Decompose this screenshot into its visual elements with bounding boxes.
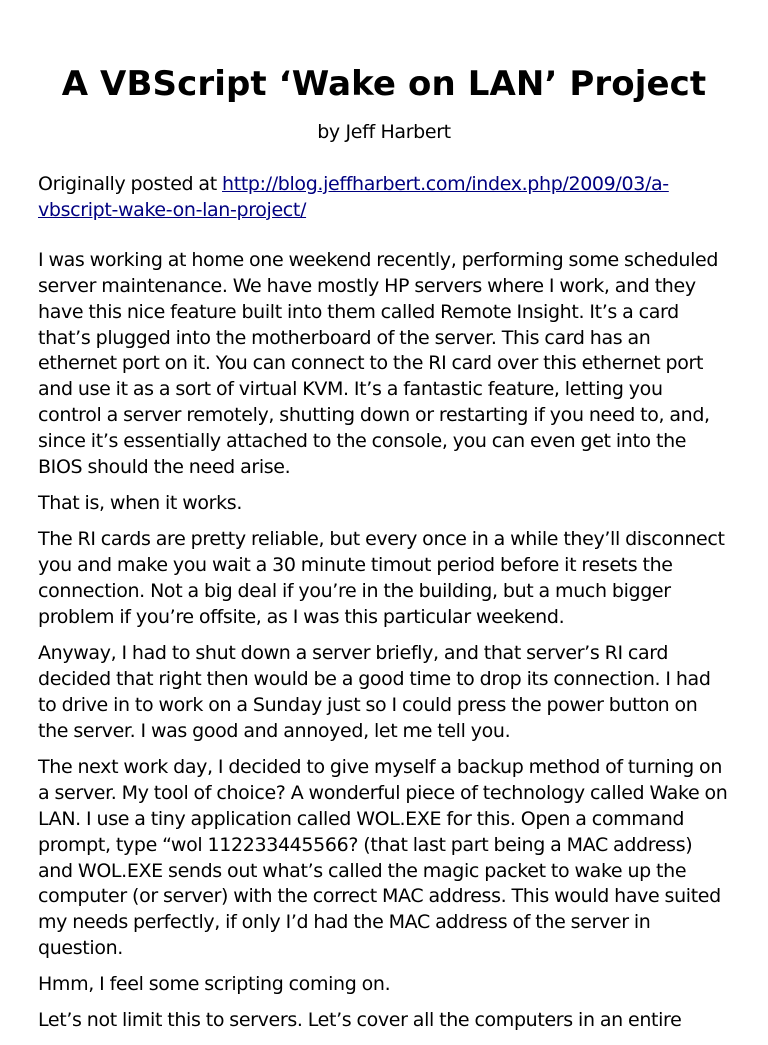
page-title: A VBScript ‘Wake on LAN’ Project	[61, 64, 707, 104]
byline: by Jeff Harbert	[317, 121, 451, 143]
paragraph: Let’s not limit this to servers. Let’s cover all the computers in an entire	[38, 1009, 682, 1032]
paragraph: I was working at home one weekend recently, performing some scheduled server maintenance. We have mostly HP servers where I work, and they have this nice feature built into them called Remote Insight. It’s a card that’s plugged into the motherboard of the server. This card has an ethernet port on it. You can connect to the RI card over this ethernet port and use it as a sort of virtual KVM. It’s a fantastic feature, letting you control a server remotely, shutting down or restarting if you need to, and, since it’s essentially attached to the console, you can even get into the BIOS should the need arise.	[38, 248, 719, 479]
origin-link[interactable]: http://blog.jeffharbert.com/index.php/2009/03/a-vbscript-wake-on-lan-project/	[38, 173, 669, 221]
paragraph: That is, when it works.	[38, 492, 243, 515]
paragraph: The next work day, I decided to give myself a backup method of turning on a server. My tool of choice? A wonderful piece of technology called Wake on LAN. I use a tiny application called WOL.EXE for this. Open a command prompt, type “wol 112233445566? (that last part being a MAC address) and WOL.EXE sends out what’s called the magic packet to wake up the computer (or server) with the correct MAC address. This would have suited my needs perfectly, if only I’d had the MAC address of the server in question.	[38, 755, 728, 960]
article-body	[38, 248, 730, 1035]
paragraph: Hmm, I feel some scripting coming on.	[38, 973, 391, 996]
origin-prefix: Originally posted at	[38, 173, 223, 195]
document-page	[38, 62, 730, 1045]
paragraph: Anyway, I had to shut down a server briefly, and that server’s RI card decided that right then would be a good time to drop its connection. I had to drive in to work on a Sunday just so I could press the power button on the server. I was good and annoyed, let me tell you.	[38, 642, 711, 742]
origin-note	[38, 172, 730, 224]
paragraph: The RI cards are pretty reliable, but every once in a while they’ll disconnect you and make you wait a 30 minute timout period before it resets the connection. Not a big deal if you’re in the building, but a much bigger problem if you’re offsite, as I was this particular weekend.	[38, 528, 725, 628]
